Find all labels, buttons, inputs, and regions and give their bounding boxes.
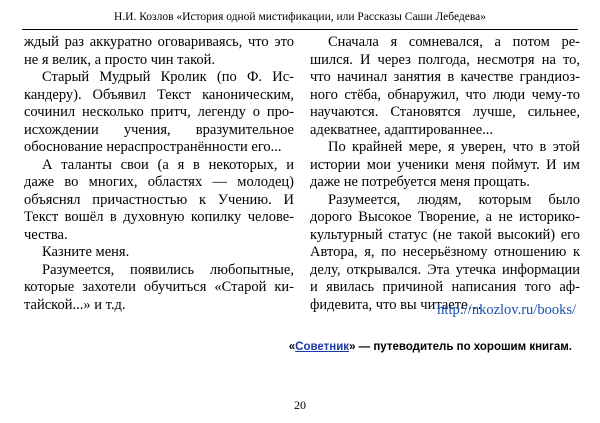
right-line: дорого Высокое Творение, а не историко- xyxy=(310,209,580,225)
left-line: ждый раз аккуратно оговариваясь, что это xyxy=(24,34,294,50)
right-line: адекватнее, адаптированнее... xyxy=(310,121,493,138)
left-line: которые захотели обучиться «Старой ки- xyxy=(24,279,294,295)
right-line: шился. И через полгода, несмотря на то, xyxy=(310,51,580,68)
left-line: не я велик, а просто чин такой. xyxy=(24,51,216,68)
right-line: и явилась причиной написания того аф- xyxy=(310,279,580,295)
left-line: исхождении учения, вразумительное xyxy=(24,121,294,138)
left-line: кандеру). Объявил Текст каноническим, xyxy=(24,86,294,103)
left-line: объяснял причастностью к Учению. И xyxy=(24,191,294,208)
left-line: Текст вошёл в духовную копилку челове- xyxy=(24,209,294,225)
promo-tagline: — путеводитель по хорошим книгам. xyxy=(355,341,572,353)
left-text-column xyxy=(24,34,294,314)
left-line: Старый Мудрый Кролик (по Ф. Ис- xyxy=(42,69,294,85)
right-line: что начинал занятия в качестве грандиоз- xyxy=(310,69,580,85)
promo-open-quote: « xyxy=(288,341,296,353)
right-line: Автора, я, по несерьёзному отношению к xyxy=(310,244,580,260)
sovetnik-promo xyxy=(289,341,572,353)
right-line: научаются. Становятся лучше, сильнее, xyxy=(310,104,580,120)
left-line: даже во многих, областях — молодец) xyxy=(24,174,294,190)
left-line: Казните меня. xyxy=(42,244,130,260)
left-line: тайской...» и т.д. xyxy=(24,296,126,313)
right-line: даже не потребуется меня прощать. xyxy=(310,174,530,190)
left-line: сочинил несколько притч, легенду о про- xyxy=(24,104,294,120)
right-line: По крайней мере, я уверен, что в этой xyxy=(328,139,580,155)
running-header: Н.И. Козлов «История одной мистификации, или Рассказы Саши Лебедева» xyxy=(113,11,487,23)
sovetnik-link[interactable]: Советник xyxy=(295,341,350,353)
right-line: делу, открывался. Эта утечка информации xyxy=(310,261,580,278)
left-line: А таланты свои (а я в некоторых, и xyxy=(42,156,294,173)
books-site-link[interactable]: http://nkozlov.ru/books/ xyxy=(437,302,576,318)
left-line: Разумеется, появились любопытные, xyxy=(42,261,294,278)
right-line: Сначала я сомневался, а потом ре- xyxy=(328,34,580,50)
left-line: обоснование нераспространённости его... xyxy=(24,139,282,155)
right-text-column xyxy=(310,34,580,314)
page-number: 20 xyxy=(294,398,306,412)
promo-close-quote: » xyxy=(349,341,356,353)
header-divider xyxy=(22,29,578,30)
right-line: истории мои ученики меня поймут. И им xyxy=(310,156,580,173)
left-line: чества. xyxy=(24,226,68,243)
right-line: культурный статус (не такой высокий) его xyxy=(310,226,580,243)
right-line: фидевита, что вы читаете… xyxy=(310,296,483,313)
right-line: ного стёба, обнаружил, что люди чему-то xyxy=(310,86,580,103)
right-line: Разумеется, людям, которым было xyxy=(328,191,580,208)
